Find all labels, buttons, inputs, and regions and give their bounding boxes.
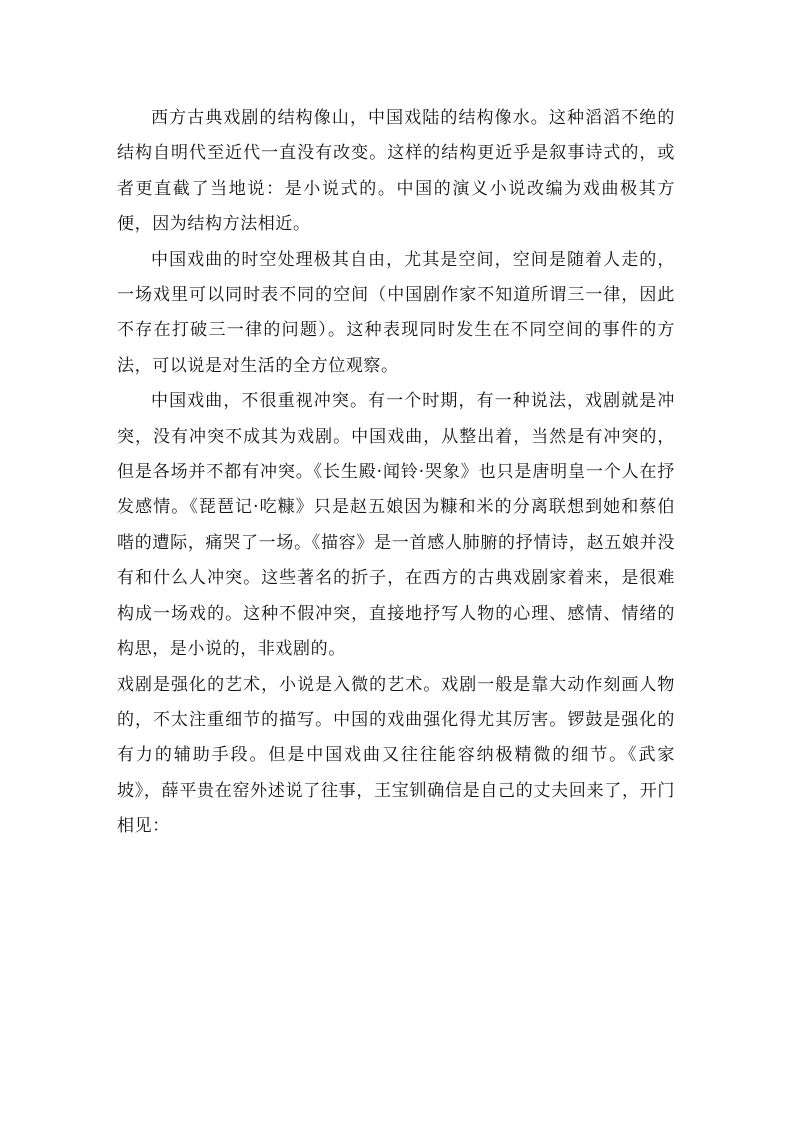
paragraph-structure: 西方古典戏剧的结构像山，中国戏陆的结构像水。这种滔滔不绝的结构自明代至近代一直没有改变。这样的结构更近乎是叙事诗式的，或者更直截了当地说：是小说式的。中国的演义小说改编为戏曲极其方便，因为结构方法相近。 bbox=[117, 108, 675, 235]
paragraph-time-space: 中国戏曲的时空处理极其自由，尤其是空间，空间是随着人走的，一场戏里可以同时表不同的空间（中国剧作家不知道所谓三一律，因此不存在打破三一律的问题）。这种表现同时发生在不同空间的事件的方法，可以说是对生活的全方位观察。 bbox=[117, 249, 675, 376]
document-body bbox=[117, 101, 675, 845]
paragraph-conflict: 中国戏曲，不很重视冲突。有一个时期，有一种说法，戏剧就是冲突，没有冲突不成其为戏剧。中国戏曲，从整出着，当然是有冲突的，但是各场并不都有冲突。《长生殿·闻铃·哭象》也只是唐明皇一个人在抒发感情。《琵琶记·吃糠》只是赵五娘因为糠和米的分离联想到她和蔡伯喈的遭际，痛哭了一场。《描容》是一首感人肺腑的抒情诗，赵五娘并没有和什么人冲突。这些著名的折子，在西方的古典戏剧家着来，是很难构成一场戏的。这种不假冲突，直接地抒写人物的心理、感情、情绪的构思，是小说的，非戏剧的。 bbox=[117, 391, 675, 660]
paragraph-intensification: 戏剧是强化的艺术，小说是入微的艺术。戏剧一般是靠大动作刻画人物的，不太注重细节的描写。中国的戏曲强化得尤其厉害。锣鼓是强化的有力的辅助手段。但是中国戏曲又往往能容纳极精微的细节。《武家坡》，薛平贵在窑外述说了往事，王宝钏确信是自己的丈夫回来了，开门相见： bbox=[117, 674, 675, 837]
